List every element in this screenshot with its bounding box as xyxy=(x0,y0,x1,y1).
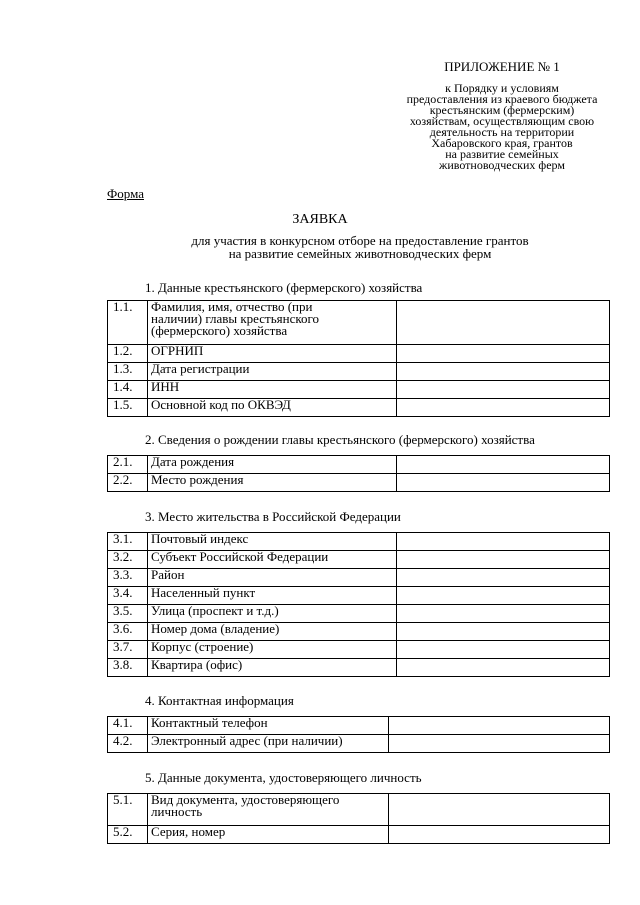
row-label-line: Основной код по ОКВЭД xyxy=(151,398,291,412)
row-label-line: Почтовый индекс xyxy=(151,532,249,546)
table-row xyxy=(108,363,610,381)
row-label xyxy=(148,363,397,381)
table-row xyxy=(108,717,610,735)
row-number: 5.1. xyxy=(108,794,148,826)
row-value-field[interactable] xyxy=(389,717,610,735)
form-label: Форма xyxy=(107,186,144,201)
row-number: 3.4. xyxy=(108,587,148,605)
row-value-field[interactable] xyxy=(397,551,610,569)
row-number: 1.5. xyxy=(108,399,148,417)
row-label-line: Населенный пункт xyxy=(151,586,256,600)
table-row xyxy=(108,301,610,345)
row-label-line: Фамилия, имя, отчество (при xyxy=(151,300,313,314)
row-number: 4.2. xyxy=(108,735,148,753)
table-row xyxy=(108,659,610,677)
row-label xyxy=(148,794,389,826)
row-value-field[interactable] xyxy=(397,345,610,363)
row-label-line: Электронный адрес (при наличии) xyxy=(151,734,343,748)
row-number: 5.2. xyxy=(108,826,148,844)
section-table xyxy=(107,300,610,417)
table-row xyxy=(108,345,610,363)
appendix-line: предоставления из краевого бюджета xyxy=(406,92,598,106)
row-label-line: Номер дома (владение) xyxy=(151,622,280,636)
appendix-line: крестьянским (фермерским) xyxy=(429,103,575,117)
row-label-line: Вид документа, удостоверяющего xyxy=(151,793,340,807)
row-value-field[interactable] xyxy=(397,301,610,345)
row-value-field[interactable] xyxy=(397,399,610,417)
row-label-line: ИНН xyxy=(151,380,180,394)
section-title: 4. Контактная информация xyxy=(145,693,294,708)
row-number: 1.2. xyxy=(108,345,148,363)
row-value-field[interactable] xyxy=(397,623,610,641)
row-label xyxy=(148,381,397,399)
row-label xyxy=(148,533,397,551)
table-row xyxy=(108,381,610,399)
row-label xyxy=(148,623,397,641)
document-subtitle xyxy=(140,234,580,260)
row-number: 3.5. xyxy=(108,605,148,623)
row-value-field[interactable] xyxy=(397,456,610,474)
row-number: 3.7. xyxy=(108,641,148,659)
document-heading: ЗАЯВКА xyxy=(292,212,348,227)
row-label-line: Серия, номер xyxy=(151,825,226,839)
row-label xyxy=(148,659,397,677)
row-label xyxy=(148,474,397,492)
row-number: 2.2. xyxy=(108,474,148,492)
row-number: 3.1. xyxy=(108,533,148,551)
section-title: 2. Сведения о рождении главы крестьянского (фермерского) хозяйства xyxy=(145,432,535,447)
section-table xyxy=(107,532,610,677)
section-table xyxy=(107,716,610,753)
appendix-line: Хабаровского края, грантов xyxy=(431,136,573,150)
row-label xyxy=(148,345,397,363)
row-value-field[interactable] xyxy=(397,363,610,381)
row-value-field[interactable] xyxy=(397,605,610,623)
row-label-line: Квартира (офис) xyxy=(151,658,243,672)
row-label-line: Контактный телефон xyxy=(151,716,268,730)
appendix-line: деятельность на территории xyxy=(429,125,575,139)
appendix-line: животноводческих ферм xyxy=(439,158,565,172)
row-value-field[interactable] xyxy=(397,641,610,659)
appendix-line: к Порядку и условиям xyxy=(445,81,559,95)
table-row xyxy=(108,456,610,474)
section-table xyxy=(107,793,610,844)
row-value-field[interactable] xyxy=(397,533,610,551)
row-number: 3.8. xyxy=(108,659,148,677)
row-label-line: Дата рождения xyxy=(151,455,235,469)
row-label-line: Улица (проспект и т.д.) xyxy=(151,604,279,618)
row-label-line: Дата регистрации xyxy=(151,362,250,376)
table-row xyxy=(108,735,610,753)
table-row xyxy=(108,551,610,569)
table-row xyxy=(108,399,610,417)
row-label-line: Субъект Российской Федерации xyxy=(151,550,329,564)
row-label-line: Район xyxy=(151,568,185,582)
row-value-field[interactable] xyxy=(389,826,610,844)
row-label xyxy=(148,551,397,569)
section-title: 1. Данные крестьянского (фермерского) хозяйства xyxy=(145,280,423,295)
row-label xyxy=(148,569,397,587)
row-value-field[interactable] xyxy=(389,735,610,753)
row-value-field[interactable] xyxy=(397,474,610,492)
section-table xyxy=(107,455,610,492)
table-row xyxy=(108,826,610,844)
row-number: 1.3. xyxy=(108,363,148,381)
row-label-line: (фермерского) хозяйства xyxy=(151,323,288,338)
row-label xyxy=(148,456,397,474)
row-number: 1.1. xyxy=(108,301,148,345)
row-value-field[interactable] xyxy=(397,569,610,587)
appendix-description xyxy=(396,83,608,171)
row-label-line: ОГРНИП xyxy=(151,344,204,358)
appendix-line: на развитие семейных xyxy=(445,147,559,161)
table-row xyxy=(108,641,610,659)
appendix-block xyxy=(396,59,608,171)
row-number: 4.1. xyxy=(108,717,148,735)
row-value-field[interactable] xyxy=(389,794,610,826)
row-label xyxy=(148,301,397,345)
table-row xyxy=(108,533,610,551)
row-label-line: Корпус (строение) xyxy=(151,640,254,654)
row-number: 1.4. xyxy=(108,381,148,399)
row-label xyxy=(148,587,397,605)
table-row xyxy=(108,605,610,623)
row-value-field[interactable] xyxy=(397,659,610,677)
section-title: 5. Данные документа, удостоверяющего личность xyxy=(145,770,422,785)
table-row xyxy=(108,587,610,605)
row-label-line: личность xyxy=(151,804,203,819)
subtitle-line: для участия в конкурсном отборе на предоставление грантов xyxy=(191,233,529,248)
row-value-field[interactable] xyxy=(397,381,610,399)
row-label-line: наличии) главы крестьянского xyxy=(151,311,320,326)
appendix-title: ПРИЛОЖЕНИЕ № 1 xyxy=(444,59,560,74)
row-label xyxy=(148,717,389,735)
row-label xyxy=(148,605,397,623)
row-number: 3.2. xyxy=(108,551,148,569)
row-number: 2.1. xyxy=(108,456,148,474)
table-row xyxy=(108,794,610,826)
row-label xyxy=(148,826,389,844)
section-title: 3. Место жительства в Российской Федерации xyxy=(145,509,401,524)
row-label xyxy=(148,641,397,659)
row-label xyxy=(148,399,397,417)
row-label-line: Место рождения xyxy=(151,473,244,487)
table-row xyxy=(108,474,610,492)
subtitle-line: на развитие семейных животноводческих ферм xyxy=(228,246,492,261)
table-row xyxy=(108,569,610,587)
appendix-line: хозяйствам, осуществляющим свою xyxy=(409,114,595,128)
row-number: 3.6. xyxy=(108,623,148,641)
table-row xyxy=(108,623,610,641)
row-label xyxy=(148,735,389,753)
row-number: 3.3. xyxy=(108,569,148,587)
row-value-field[interactable] xyxy=(397,587,610,605)
